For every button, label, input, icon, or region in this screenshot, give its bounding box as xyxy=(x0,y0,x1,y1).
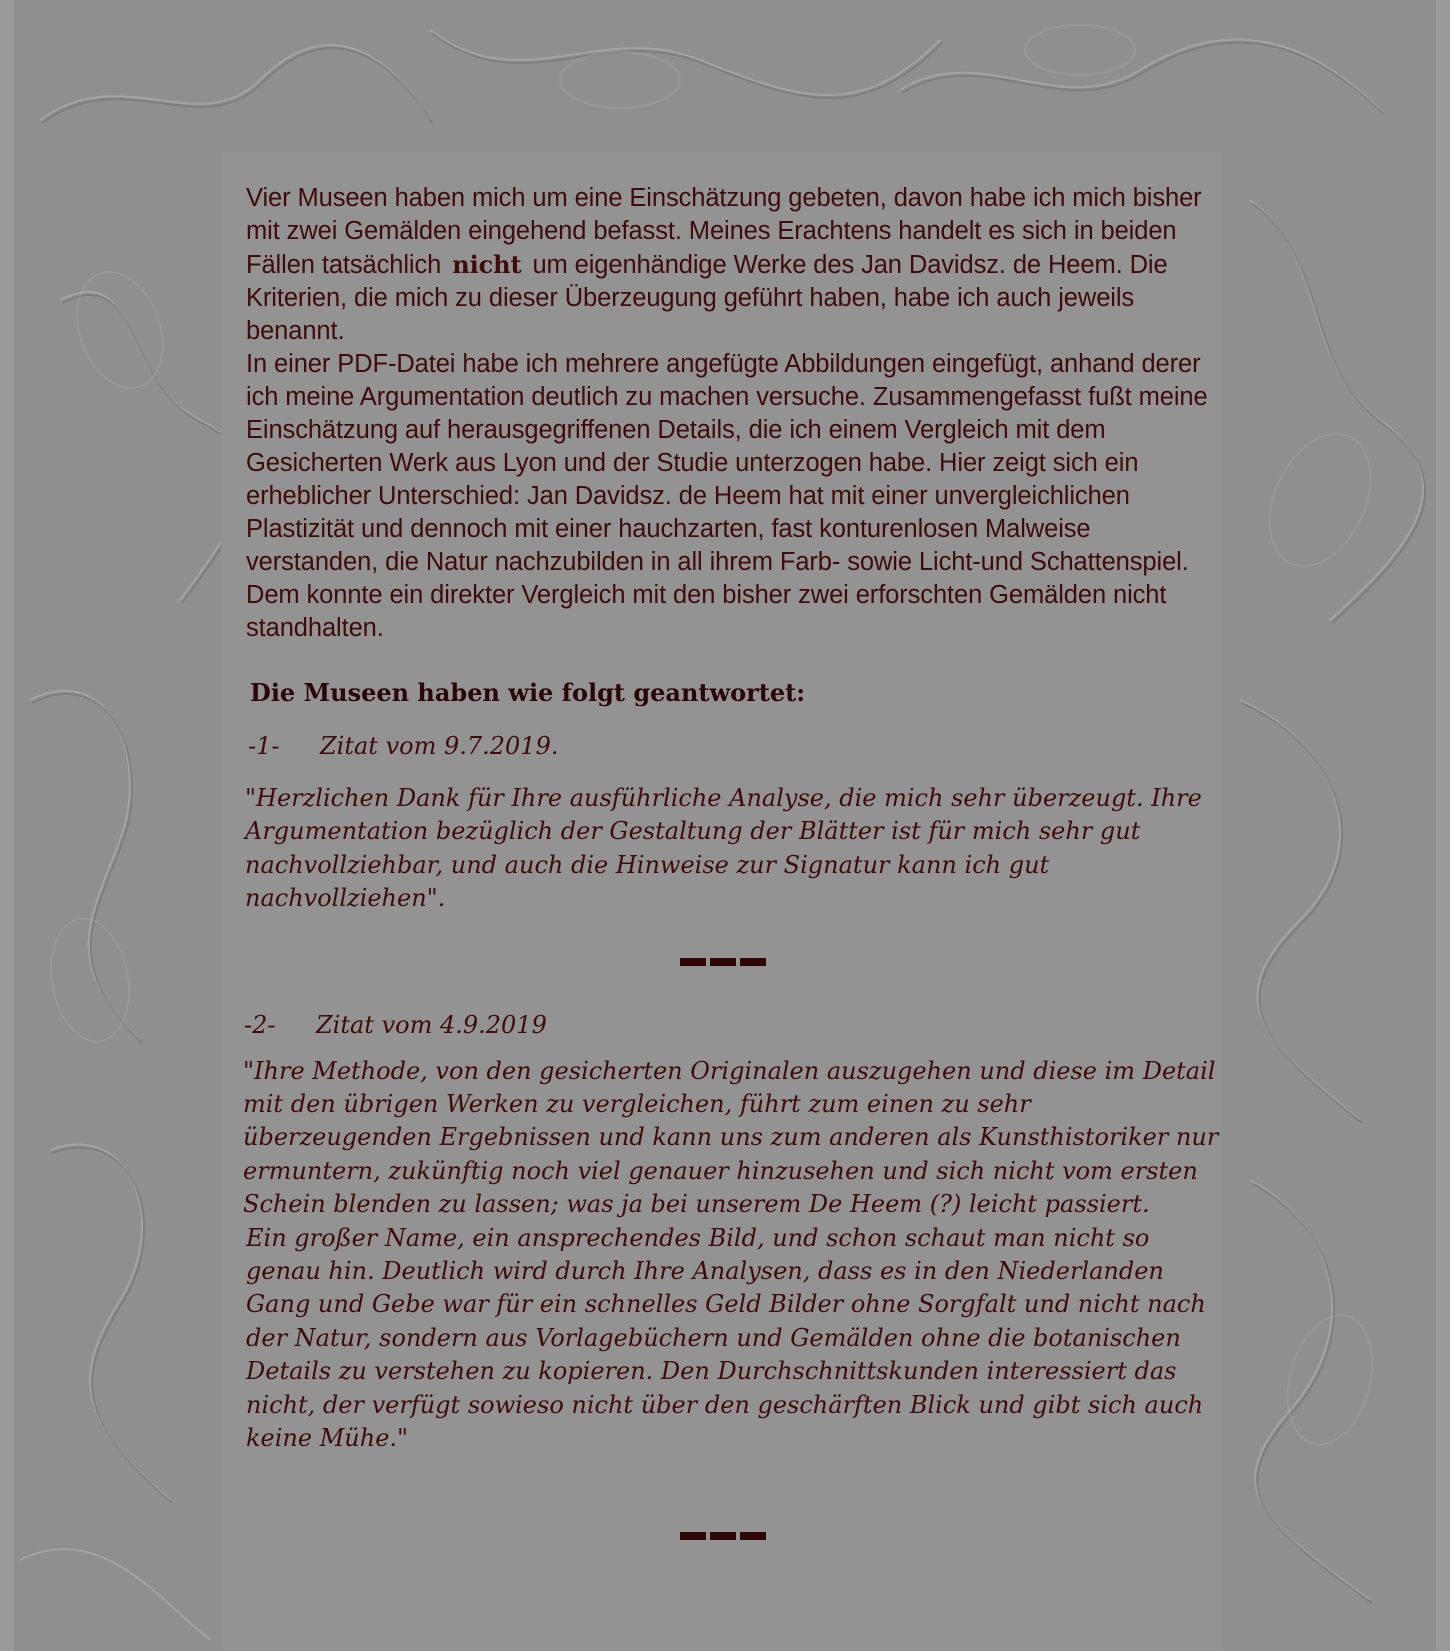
left-margin-strip xyxy=(0,0,14,1651)
responses-heading: Die Museen haben wie folgt geantwortet: xyxy=(250,678,806,707)
separator-dash xyxy=(710,958,736,966)
separator-dash xyxy=(710,1532,736,1540)
separator-dash xyxy=(740,1532,766,1540)
separator-2 xyxy=(246,1532,1221,1540)
quote-1-header xyxy=(248,730,1221,762)
intro-text-part: um eigenhändige Werke des Jan Davidsz. de Heem. Die Kriterien, die mich zu dieser Überzeugung geführt haben, habe ich auch jeweils benannt. xyxy=(246,251,1168,345)
quote-2-number: -2- xyxy=(244,1010,276,1039)
emphasis-nicht: nicht xyxy=(452,250,522,279)
document-content xyxy=(243,182,1221,1540)
quote-2-text-part-2: Ein großer Name, ein ansprechendes Bild, und schon schaut man nicht so genau hin. Deutlich wird durch Ihre Analysen, dass es in den Niederlanden Gang und Gebe war für ein schnelles Geld Bilder ohne Sorgfalt und nicht nach der Natur, sondern aus Vorlagebüchern und Gemälden ohne die botanischen Details zu verstehen zu kopieren. Den Durchschnittskunden interessiert das nicht, der verfügt sowieso nicht über den geschärften Blick und gibt sich auch keine Mühe." xyxy=(246,1223,1206,1453)
intro-text-part: Vier Museen haben mich um eine Einschätzung gebeten, davon habe ich mich bisher mit zwei Gemälden eingehend befasst. Meines Erachtens handelt es sich in beiden Fällen tatsächlich xyxy=(246,184,1202,279)
intro-paragraph-2: In einer PDF-Datei habe ich mehrere angefügte Abbildungen eingefügt, anhand derer ich meine Argumentation deutlich zu machen versuche. Zusammengefasst fußt meine Einschätzung auf herausgegriffenen Details, die ich einem Vergleich mit dem Gesicherten Werk aus Lyon und der Studie unterzogen habe. Hier zeigt sich ein erheblicher Unterschied: Jan Davidsz. de Heem hat mit einer unvergleichlichen Plastizität und dennoch mit einer hauchzarten, fast konturenlosen Malweise verstanden, die Natur nachzubilden in all ihrem Farb- sowie Licht-und Schattenspiel. xyxy=(246,350,1208,576)
quote-1-title: Zitat vom 9.7.2019. xyxy=(320,732,559,760)
quote-2-header xyxy=(244,1009,1221,1041)
quote-2-text-part-1: "Ihre Methode, von den gesicherten Originalen auszugehen und diese im Detail mit den übrigen Werken zu vergleichen, führt zum einen zu sehr überzeugenden Ergebnissen und kann uns zum anderen als Kunsthistoriker nur ermuntern, zukünftig noch viel genauer hinzusehen und sich nicht vom ersten Schein blenden zu lassen; was ja bei unserem De Heem (?) leicht passiert. xyxy=(243,1056,1219,1219)
intro-paragraph-1 xyxy=(246,182,1221,348)
separator-1 xyxy=(246,958,1221,966)
quote-1-text: "Herzlichen Dank für Ihre ausführliche Analyse, die mich sehr überzeugt. Ihre Argumentation bezüglich der Gestaltung der Blätter ist für mich sehr gut nachvollziehbar, und auch die Hinweise zur Signatur kann ich gut nachvollziehen". xyxy=(245,784,1202,913)
separator-dash xyxy=(680,1532,706,1540)
quote-1-number: -1- xyxy=(248,732,280,760)
right-margin-strip xyxy=(1436,0,1450,1651)
separator-dash xyxy=(740,958,766,966)
intro-paragraph-3: Dem konnte ein direkter Vergleich mit den bisher zwei erforschten Gemälden nicht standhalten. xyxy=(246,581,1167,642)
intro-text xyxy=(246,182,1221,645)
separator-dash xyxy=(680,958,706,966)
quote-2-title: Zitat vom 4.9.2019 xyxy=(316,1010,547,1039)
